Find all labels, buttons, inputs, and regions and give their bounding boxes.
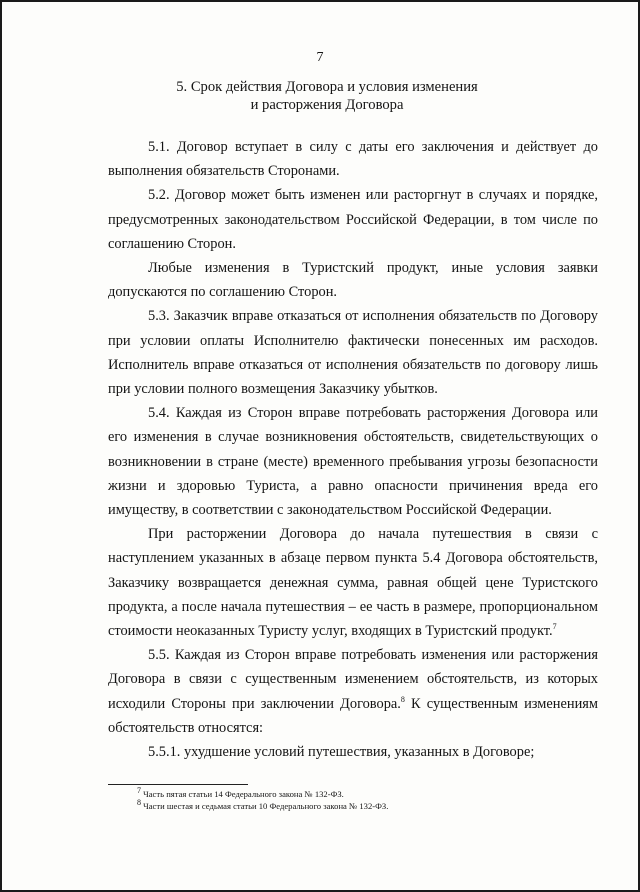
paragraph-5-3: 5.3. Заказчик вправе отказаться от исполнения обязательств по Договору при условии оплаты Исполнителю фактически понесенных им расходов. Исполнитель вправе отказаться от исполнения обязательств по договору лишь при условии полного возмещения Заказчику убытков. <box>108 308 598 398</box>
page-number: 7 <box>316 50 324 65</box>
paragraph-termination-text: При расторжении Договора до начала путешествия в связи с наступлением указанных в абзаце первом пункта 5.4 Договора обстоятельств, Заказчику возвращается денежная сумма, равная общей цене Туристского продукта, а после начала путешествия – ее часть в размере, пропорциональном стоимости неоказанных Туристу услуг, входящих в Туристский продукт. <box>108 526 598 640</box>
footnote-7-text: Часть пятая статьи 14 Федерального закона № 132-ФЗ. <box>143 789 344 799</box>
footnote-8-mark: 8 <box>137 798 141 808</box>
paragraph-5-5-1: 5.5.1. ухудшение условий путешествия, указанных в Договоре; <box>148 744 535 761</box>
footnote-8 <box>137 800 577 812</box>
footnote-separator <box>108 784 248 785</box>
footnote-8-text: Части шестая и седьмая статьи 10 Федерального закона № 132-ФЗ. <box>143 801 389 811</box>
paragraph-5-1: 5.1. Договор вступает в силу с даты его заключения и действует до выполнения обязательств Сторонами. <box>108 139 598 180</box>
section-heading-line-1: 5. Срок действия Договора и условия изменения <box>176 79 478 95</box>
footnotes <box>137 788 577 812</box>
paragraph-5-4: 5.4. Каждая из Сторон вправе потребовать расторжения Договора или его изменения в случае возникновения обстоятельств, свидетельствующих о возникновении в стране (месте) временного пребывания угрозы безопасности жизни и здоровью Туриста, а равно опасности причинения вреда его имуществу, в соответствии с законодательством Российской Федерации. <box>108 405 598 519</box>
document-body <box>108 135 598 764</box>
paragraph-termination <box>108 522 598 643</box>
section-heading <box>112 78 542 114</box>
paragraph-5-5-text: 5.5. Каждая из Сторон вправе потребовать изменения или расторжения Договора в связи с существенным изменением обстоятельств, из которых исходили Стороны при заключении Договора. <box>108 647 598 712</box>
footnote-7 <box>137 788 577 800</box>
paragraph-changes: Любые изменения в Туристский продукт, иные условия заявки допускаются по соглашению Сторон. <box>108 260 598 301</box>
paragraph-5-2: 5.2. Договор может быть изменен или расторгнут в случаях и порядке, предусмотренных законодательством Российской Федерации, в том числе по соглашению Сторон. <box>108 187 598 252</box>
paragraph-5-5-tail: К существенным изменениям обстоятельств относятся: <box>108 695 599 736</box>
footnote-ref-7: 7 <box>552 622 557 632</box>
section-heading-line-2: и расторжения Договора <box>250 97 404 113</box>
paragraph-5-5 <box>108 643 598 740</box>
footnote-7-mark: 7 <box>137 786 141 796</box>
footnote-ref-8: 8 <box>400 694 405 704</box>
